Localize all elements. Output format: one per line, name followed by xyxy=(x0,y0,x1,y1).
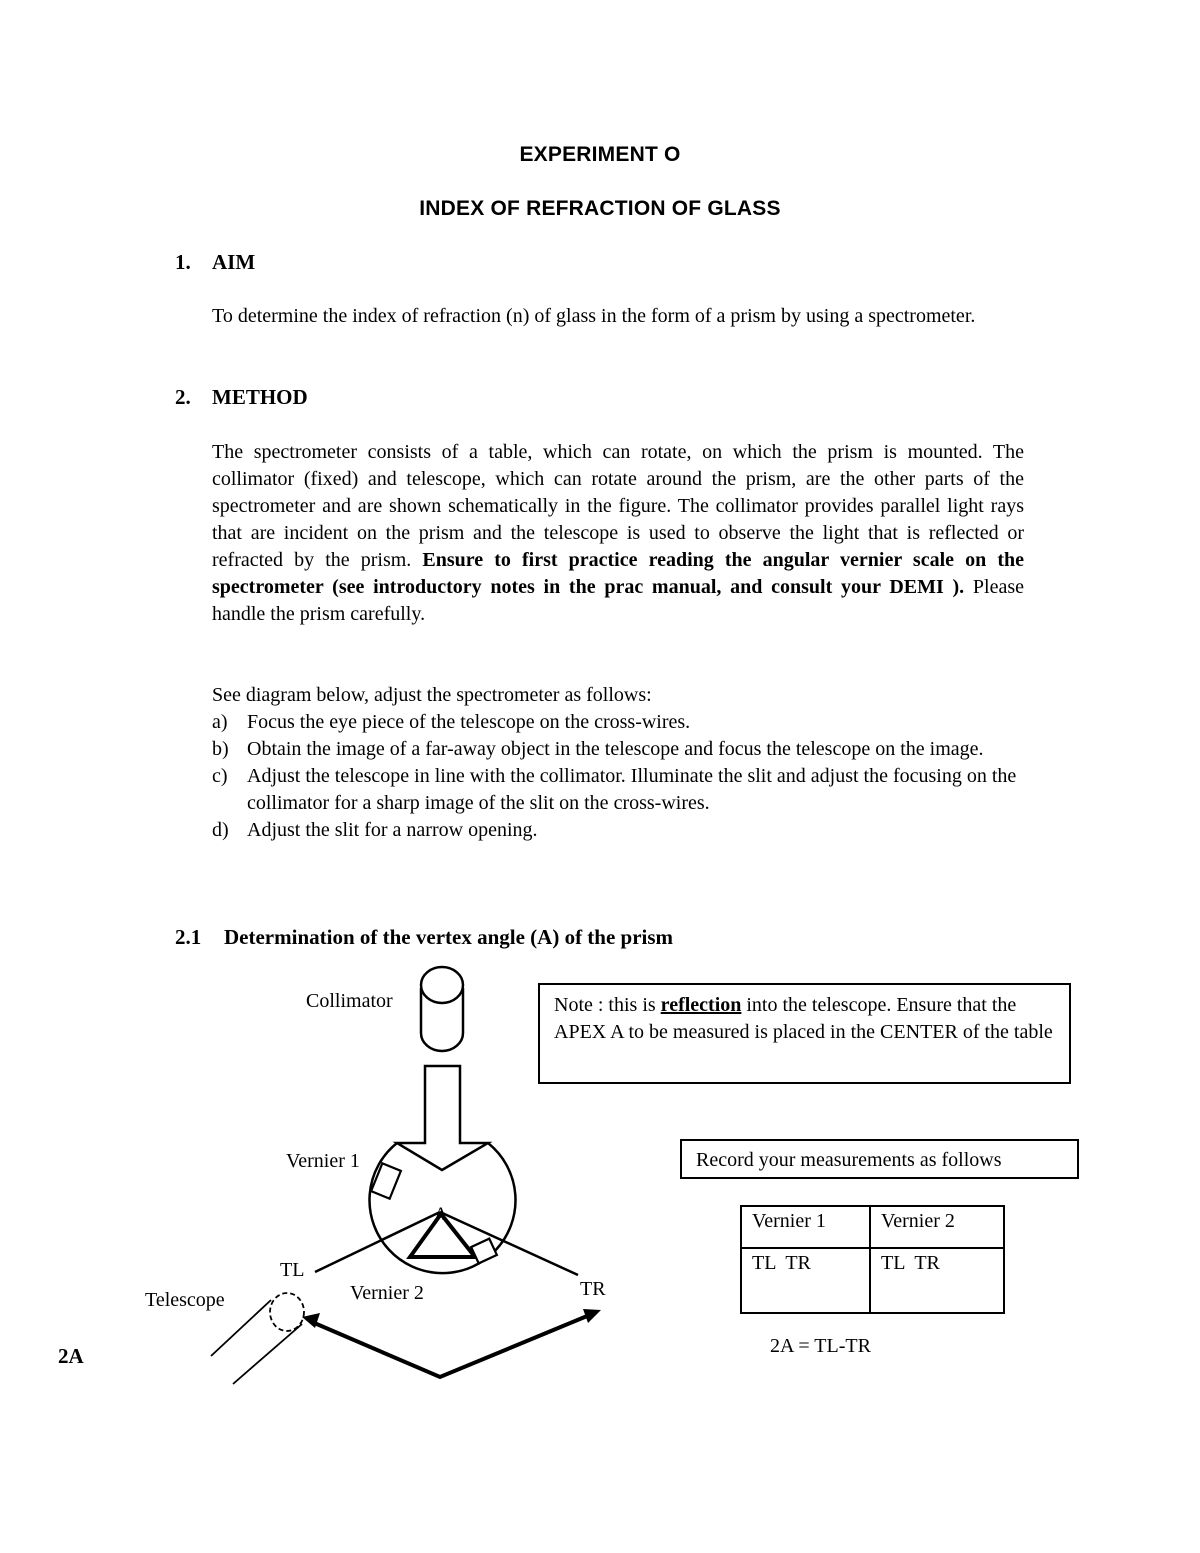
table-header-row xyxy=(741,1206,1004,1248)
collimator-label: Collimator xyxy=(306,990,393,1012)
section-number: 2. xyxy=(175,385,191,409)
tr-label: TR xyxy=(580,1278,606,1300)
method-text-end: Please handle the prism carefully. xyxy=(212,576,1024,625)
vernier2-marker xyxy=(471,1239,497,1264)
list-item: a) Focus the eye piece of the telescope on the cross-wires. xyxy=(212,711,691,733)
table-cell: TL TR xyxy=(741,1248,870,1313)
formula: 2A = TL-TR xyxy=(770,1335,871,1357)
note-box: Note : this is reflection into the telescope. Ensure that the APEX A to be measured is placed in the CENTER of the table xyxy=(538,983,1071,1084)
adjust-intro: See diagram below, adjust the spectrometer as follows: xyxy=(212,684,652,706)
section-title: METHOD xyxy=(212,385,308,409)
section-number: 2.1 xyxy=(175,925,202,949)
page-title: EXPERIMENT O xyxy=(519,143,681,166)
page-subtitle: INDEX OF REFRACTION OF GLASS xyxy=(419,197,781,220)
vernier2-label: Vernier 2 xyxy=(350,1282,424,1304)
tl-label: TL xyxy=(280,1259,305,1281)
light-arrow xyxy=(397,1066,488,1170)
method-text: The spectrometer consists of a table, which can rotate, on which the prism is mounted. The collimator (fixed) and telescope, which can rotate around the prism, are the other parts of the spectrometer and are shown schematically in the figure. The collimator provides parallel light rays that are incident on the prism and the telescope is used to observe the light that is reflected or refracted by the prism. xyxy=(212,441,1024,571)
table-cell: TL TR xyxy=(870,1248,1004,1313)
table-header-cell: Vernier 1 xyxy=(741,1206,870,1248)
list-item: d) Adjust the slit for a narrow opening. xyxy=(212,819,538,841)
rotation-arrow xyxy=(302,1309,601,1377)
list-item: c) Adjust the telescope in line with the collimator. Illuminate the slit and adjust the focusing on the collimator for a sharp image of the slit on the cross-wires. xyxy=(212,765,1017,814)
collimator-shape xyxy=(421,967,463,1051)
measurement-table xyxy=(740,1205,1005,1314)
apex-label: A xyxy=(434,1204,448,1225)
record-box: Record your measurements as follows xyxy=(680,1139,1079,1179)
list-item: b) Obtain the image of a far-away object in the telescope and focus the telescope on the image. xyxy=(212,738,984,760)
table-row xyxy=(741,1248,1004,1313)
section-number: 1. xyxy=(175,250,191,274)
telescope-label: Telescope xyxy=(145,1289,225,1311)
aim-text: To determine the index of refraction (n) of glass in the form of a prism by using a spectrometer. xyxy=(212,305,976,327)
note-emphasis: reflection xyxy=(660,994,742,1016)
side-label-2a: 2A xyxy=(58,1344,84,1368)
table-header-cell: Vernier 2 xyxy=(870,1206,1004,1248)
section-title: Determination of the vertex angle (A) of the prism xyxy=(224,925,674,949)
method-emphasis: Ensure to first practice reading the angular vernier scale on the spectrometer (see introductory notes in the prac manual, and consult your DEMI ). xyxy=(212,549,1024,598)
vernier1-label: Vernier 1 xyxy=(286,1150,360,1172)
section-title: AIM xyxy=(212,250,256,274)
